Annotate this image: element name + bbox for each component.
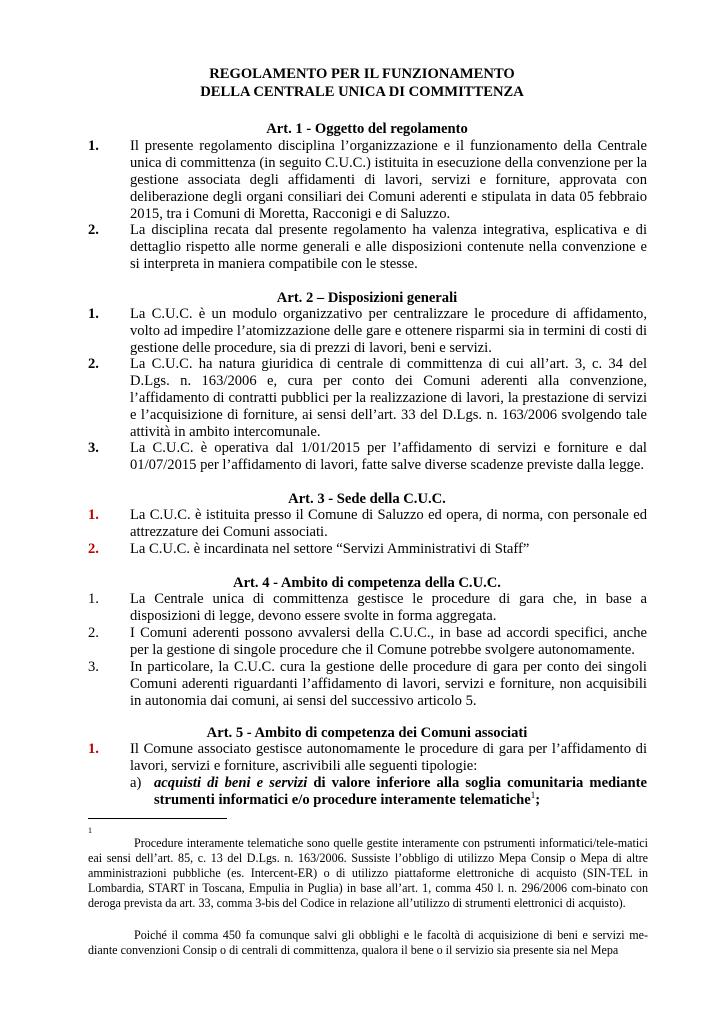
item-text: La C.U.C. è operativa dal 1/01/2015 per l’affidamento di servizi e forniture e dal 01/07/2015 per l’affidamento di lavori, fatte salve diverse scadenze previste dalla legge. [130,440,647,473]
item-number: 1. [88,507,99,523]
footnote-ref[interactable]: 1 [530,790,536,801]
item-number: 3. [88,440,99,456]
item-text: La C.U.C. ha natura giuridica di centrale di committenza di cui all’art. 3, c. 34 del D.Lgs. n. 163/2006 e, cura per conto dei Comuni aderenti alla convenzione, l’affidamento di contratti pubblici per la realizzazione di lavori, la prestazione di servizi e l’acquisizione di forniture, ai sensi dell’art. 33 del D.Lgs. n. 163/2006 svolgendo tale attività in ambito intercomunale. [130,356,647,440]
footnote-separator [88,818,227,819]
item-text: Il presente regolamento disciplina l’organizzazione e il funzionamento della Centrale unica di committenza (in seguito C.U.C.) istituita in esecuzione della convenzione per la gestione associata degli affidamenti di lavori, servizi e forniture, approvata con deliberazione degli organi consiliari dei Comuni aderenti e stipulata in data 05 febbraio 2015, tra i Comuni di Moretta, Racconigi e di Saluzzo. [130,138,647,222]
item-number: 1. [88,138,99,154]
footnote-mark: 1 [88,826,92,835]
item-text: In particolare, la C.U.C. cura la gestione delle procedure di gara per conto dei singoli Comuni aderenti riguardanti l’affidamento di lavori, servizi e forniture, non acquisibili in autonomia dai comuni, ai sensi del successivo articolo 5. [130,659,647,709]
item-number: 2. [88,222,99,238]
item-text: I Comuni aderenti possono avvalersi della C.U.C., in base ad accordi specifici, anche per la gestione di singole procedure che il Comune potrebbe svolgere autonomamente. [130,625,647,658]
item-number: 1. [88,591,99,607]
item-number: 2. [88,541,99,557]
footnote-paragraph-2: Poiché il comma 450 fa comunque salvi gli obblighi e le facoltà di acquisizione di beni e servizi me-diante convenzioni Consip o di centrali di committenza, qualora il bene o il servizio sia presente sia nel Mepa [88,928,648,957]
item-number: 2. [88,356,99,372]
item-text: La C.U.C. è incardinata nel settore “Servizi Amministrativi di Staff” [130,541,530,557]
item-number: 1. [88,741,99,757]
item-text: La C.U.C. è un modulo organizzativo per centralizzare le procedure di affidamento, volto ad impedire l’atomizzazione delle gare e ottenere risparmi sia in termini di costi di gestione delle procedure, sia di prezzi di lavori, beni e servizi. [130,306,647,356]
art1-heading: Art. 1 - Oggetto del regolamento [266,121,468,137]
subitem-letter: a) [130,775,142,791]
item-number: 2. [88,625,99,641]
art4-heading: Art. 4 - Ambito di competenza della C.U.C. [233,575,501,591]
subitem-italic: acquisti di beni e servizi [154,775,308,791]
subitem-tail: ; [535,792,541,808]
art2-heading: Art. 2 – Disposizioni generali [276,290,458,306]
item-number: 1. [88,306,99,322]
item-text: La C.U.C. è istituita presso il Comune di Saluzzo ed opera, di norma, con personale ed attrezzature dei Comuni associati. [130,507,647,540]
art5-heading: Art. 5 - Ambito di competenza dei Comuni associati [206,725,528,741]
subitem-bold: di valore inferiore alla soglia comunitaria mediante strumenti informatici e/o procedure interamente telematiche [154,775,647,808]
footnote-paragraph-1: Procedure interamente telematiche sono quelle gestite interamente con pstrumenti informatici/tele-matici eai sensi dell’art. 85, c. 13 del D.Lgs. n. 163/2006. Sussiste l’obbligo di utilizzo Mepa Consip o Mepa di altre amministrazioni pubbliche (es. Intercent-ER) o di utilizzo piattaforme elettroniche di acquisto (SIN-TEL in Lombardia, START in Toscana, Empulia in Puglia) in base all’art. 1, comma 450 l. n. 296/2006 com-binato con deroga prevista da art. 33, comma 3-bis del Codice in relazione all’utilizzo di strumenti elettronici di acquisto). [88,836,648,910]
item-number: 3. [88,659,99,675]
document-title-line1: REGOLAMENTO PER IL FUNZIONAMENTO [209,66,515,82]
item-text: Il Comune associato gestisce autonomamente le procedure di gara per l’affidamento di lavori, servizi e forniture, ascrivibili alle seguenti tipologie: [130,741,647,774]
item-text: La Centrale unica di committenza gestisce le procedure di gara che, in base a disposizioni di legge, devono essere svolte in forma aggregata. [130,591,647,624]
document-title-line2: DELLA CENTRALE UNICA DI COMMITTENZA [200,84,524,100]
item-text: La disciplina recata dal presente regolamento ha valenza integrativa, esplicativa e di dettaglio rispetto alle norme generali e alle disposizioni contenute nella convenzione e si interpreta in maniera compatibile con le stesse. [130,222,647,272]
subitem-text [154,775,647,809]
art3-heading: Art. 3 - Sede della C.U.C. [288,491,446,507]
